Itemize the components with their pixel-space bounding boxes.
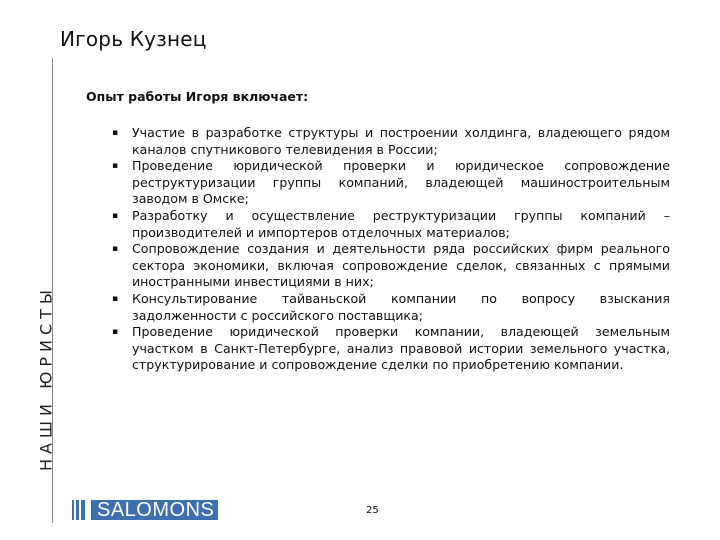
salomons-logo [72, 500, 218, 520]
page-number: 25 [366, 505, 379, 516]
logo-wordmark: SALOMONS [91, 500, 218, 520]
page-title: Игорь Кузнец [60, 27, 207, 51]
list-item [104, 125, 670, 158]
bullet-icon: ▪ [112, 210, 119, 221]
section-subtitle: Опыт работы Игоря включает: [86, 89, 309, 104]
bullet-icon: ▪ [112, 327, 119, 338]
list-item-text: Консультирование тайваньской компании по вопросу взыскания задолженности с российского поставщика; [132, 290, 670, 323]
experience-list [104, 125, 670, 374]
bullet-icon: ▪ [112, 161, 119, 172]
list-item [104, 208, 670, 241]
list-item-text: Сопровождение создания и деятельности ряда российских фирм реального сектора экономики, включая сопровождение сделок, связанных с прямыми иностранными инвестициями в них; [132, 241, 670, 290]
list-item [104, 324, 670, 374]
section-side-label: НАШИ ЮРИСТЫ [36, 284, 56, 472]
list-item [104, 241, 670, 291]
bullet-icon: ▪ [112, 128, 119, 138]
bullet-icon: ▪ [112, 293, 119, 304]
bullet-icon: ▪ [112, 244, 119, 255]
list-item-text: Участие в разработке структуры и построении холдинга, владеющего рядом каналов спутникового телевидения в России; [132, 125, 670, 157]
list-item [104, 291, 670, 324]
list-item-text: Проведение юридической проверки компании, владеющей земельным участком в Санкт-Петербурге, анализ правовой истории земельного участка, структурирование и сопровождение сделки по приобретению компании. [132, 324, 670, 373]
logo-bars-icon [72, 500, 87, 520]
list-item-text: Разработку и осуществление реструктуризации группы компаний – производителей и импортеров отделочных материалов; [132, 207, 670, 240]
list-item [104, 158, 670, 208]
list-item-text: Проведение юридической проверки и юридическое сопровождение реструктуризации группы компаний, владеющей машиностроительным заводом в Омске; [132, 158, 670, 207]
